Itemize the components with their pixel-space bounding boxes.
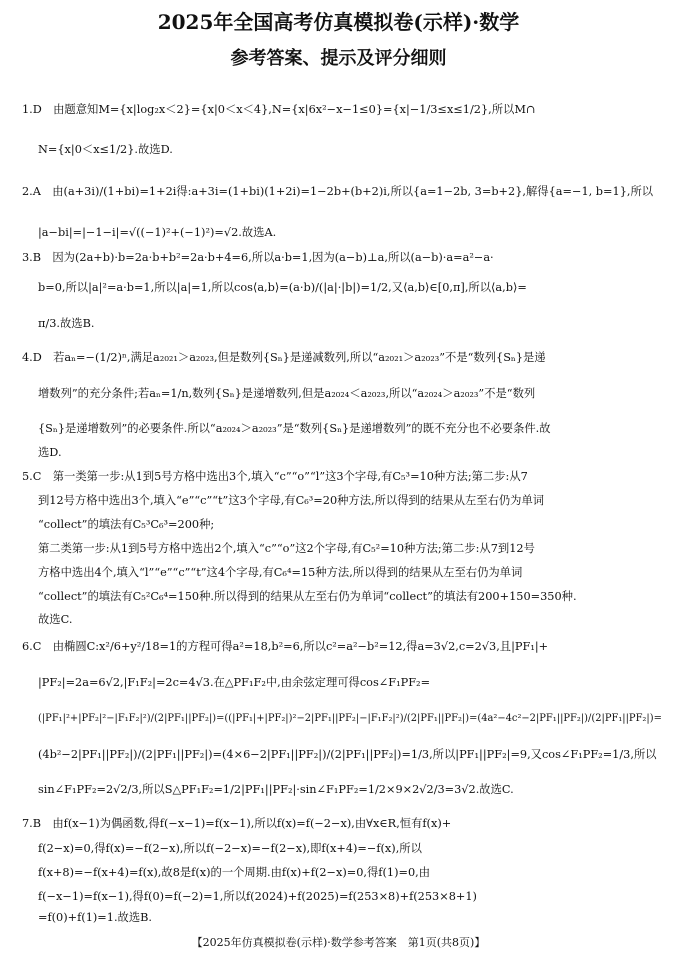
text-line: 增数列”的充分条件;若aₙ=1/n,数列{Sₙ}是递增数列,但是a₂₀₂₄＜a₂₀₂₃,所以“a₂₀₂₄＞a₂₀₂₃”不是“数列 [38, 387, 536, 400]
page-title: 2025年全国高考仿真模拟卷(示样)·数学 [157, 10, 520, 34]
text-line: 3.B 因为(2a+b)·b=2a·b+b²=2a·b+4=6,所以a·b=1,因为(a−b)⊥a,所以(a−b)·a=a²−a· [22, 251, 494, 264]
text-line: |a−bi|=|−1−i|=√((−1)²+(−1)²)=√2.故选A. [38, 226, 277, 239]
text-line: 方格中选出4个,填入“l”“e”“c”“t”这4个字母,有C₆⁴=15种方法,所以得到的结果从左至右仍为单词 [38, 566, 523, 579]
text-line: 4.D 若aₙ=−(1/2)ⁿ,满足a₂₀₂₁＞a₂₀₂₃,但是数列{Sₙ}是递减数列,所以“a₂₀₂₁＞a₂₀₂₃”不是“数列{Sₙ}是递 [22, 351, 546, 364]
text-line: π/3.故选B. [38, 317, 95, 330]
page-subtitle: 参考答案、提示及评分细则 [230, 48, 447, 69]
text-line: 1.D 由题意知M={x|log₂x＜2}={x|0＜x＜4},N={x|6x²−x−1≤0}={x|−1/3≤x≤1/2},所以M∩ [22, 103, 536, 116]
text-line: {Sₙ}是递增数列”的必要条件.所以“a₂₀₂₄＞a₂₀₂₃”是“数列{Sₙ}是递增数列”的既不充分也不必要条件.故 [38, 422, 551, 435]
text-line: sin∠F₁PF₂=2√2/3,所以S△PF₁F₂=1/2|PF₁||PF₂|·sin∠F₁PF₂=1/2×9×2√2/3=3√2.故选C. [38, 783, 514, 796]
text-line: (|PF₁|²+|PF₂|²−|F₁F₂|²)/(2|PF₁||PF₂|)=((|PF₁|+|PF₂|)²−2|PF₁||PF₂|−|F₁F₂|²)/(2|PF₁||PF₂|)=(4a²−4c²−2|PF₁||PF₂|)/(2|PF₁||PF₂|)= [38, 713, 662, 724]
text-line: b=0,所以|a|²=a·b=1,所以|a|=1,所以cos⟨a,b⟩=(a·b)/(|a|·|b|)=1/2,又⟨a,b⟩∈[0,π],所以⟨a,b⟩= [38, 281, 527, 294]
text-line: 故选C. [38, 613, 73, 626]
text-line: “collect”的填法有C₅²C₆⁴=150种.所以得到的结果从左至右仍为单词“collect”的填法有200+150=350种. [38, 590, 577, 603]
text-line: 2.A 由(a+3i)/(1+bi)=1+2i得:a+3i=(1+bi)(1+2i)=1−2b+(b+2)i,所以{a=1−2b, 3=b+2},解得{a=−1, b=1},所以 [22, 185, 654, 198]
text-line: f(x+8)=−f(x+4)=f(x),故8是f(x)的一个周期.由f(x)+f(2−x)=0,得f(1)=0,由 [38, 866, 431, 879]
text-line: 第二类第一步:从1到5号方格中选出2个,填入“c”“o”这2个字母,有C₅²=10种方法;第二步:从7到12号 [38, 542, 535, 555]
text-line: 选D. [38, 446, 62, 459]
text-line: (4b²−2|PF₁||PF₂|)/(2|PF₁||PF₂|)=(4×6−2|PF₁||PF₂|)/(2|PF₁||PF₂|)=1/3,所以|PF₁||PF₂|=9,又cos∠F₁PF₂=1/3,所以 [38, 748, 657, 761]
text-line: 7.B 由f(x−1)为偶函数,得f(−x−1)=f(x−1),所以f(x)=f(−2−x),由∀x∈R,恒有f(x)+ [22, 817, 452, 830]
text-line: f(2−x)=0,得f(x)=−f(2−x),所以f(−2−x)=−f(2−x),即f(x+4)=−f(x),所以 [38, 842, 422, 855]
text-line: =f(0)+f(1)=1.故选B. [38, 911, 153, 924]
text-line: 5.C 第一类第一步:从1到5号方格中选出3个,填入“c”“o”“l”这3个字母,有C₅³=10种方法;第二步:从7 [22, 470, 528, 483]
text-line: 到12号方格中选出3个,填入“e”“c”“t”这3个字母,有C₆³=20种方法,所以得到的结果从左至右仍为单词 [38, 494, 545, 507]
text-line: N={x|0＜x≤1/2}.故选D. [38, 143, 173, 156]
text-line: 6.C 由椭圆C:x²/6+y²/18=1的方程可得a²=18,b²=6,所以c²=a²−b²=12,得a=3√2,c=2√3,且|PF₁|+ [22, 640, 549, 653]
page-footer: 【2025年仿真模拟卷(示样)·数学参考答案 第1页(共8页)】 [191, 936, 486, 949]
text-line: “collect”的填法有C₅³C₆³=200种; [38, 518, 215, 531]
text-line: f(−x−1)=f(x−1),得f(0)=f(−2)=1,所以f(2024)+f(2025)=f(253×8)+f(253×8+1) [38, 890, 477, 903]
text-line: |PF₂|=2a=6√2,|F₁F₂|=2c=4√3.在△PF₁F₂中,由余弦定理可得cos∠F₁PF₂= [38, 676, 431, 689]
